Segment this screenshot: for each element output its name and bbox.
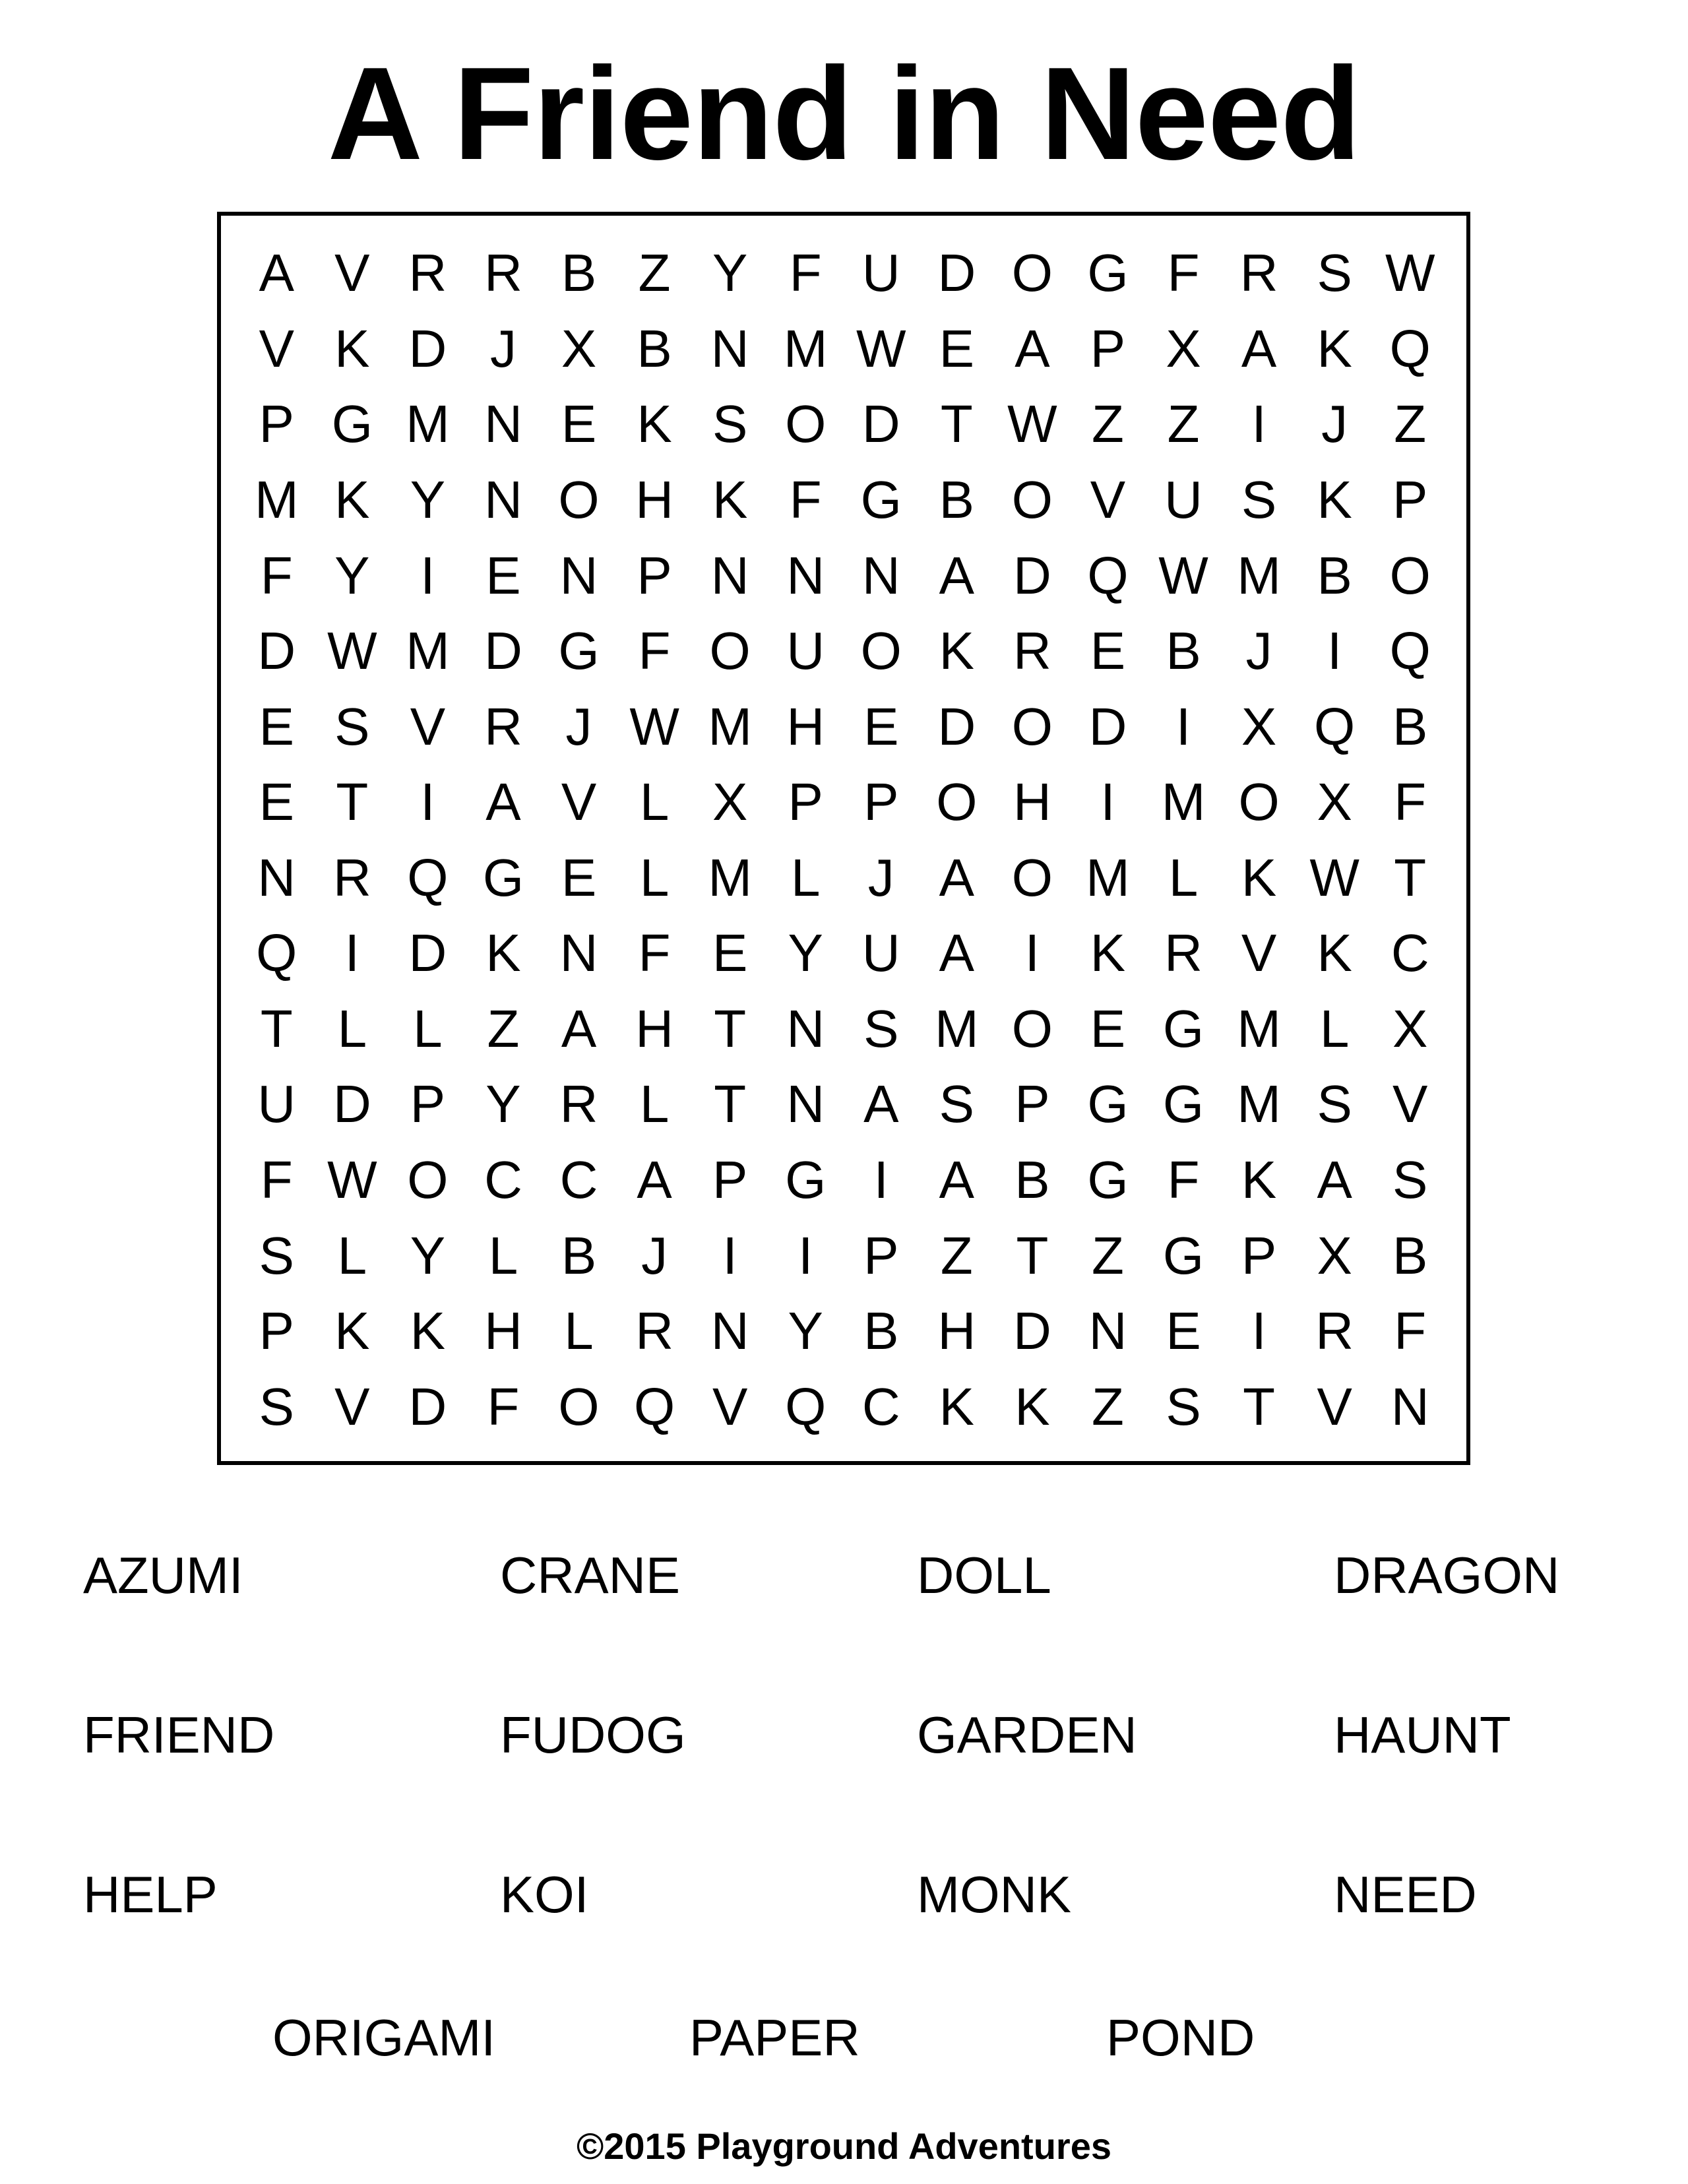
grid-letter: R xyxy=(559,1075,598,1134)
grid-letter: B xyxy=(939,470,975,529)
grid-letter: K xyxy=(1317,319,1352,378)
grid-letter: C xyxy=(484,1150,522,1210)
grid-letter: S xyxy=(259,1226,294,1285)
grid-letter: T xyxy=(1243,1377,1276,1436)
grid-letter: F xyxy=(638,923,671,983)
grid-letter: M xyxy=(708,697,752,756)
grid-letter: O xyxy=(860,621,902,681)
grid-letter: O xyxy=(1389,546,1431,605)
grid-letter: G xyxy=(482,848,524,907)
grid-letter: A xyxy=(863,1075,899,1134)
grid-letter: N xyxy=(861,546,900,605)
grid-letter: V xyxy=(712,1377,748,1436)
grid-letter: D xyxy=(861,394,900,454)
grid-letter: D xyxy=(332,1075,371,1134)
grid-letter: F xyxy=(260,546,293,605)
grid-letter: J xyxy=(565,697,592,756)
grid-letter: I xyxy=(798,1226,813,1285)
grid-letter: I xyxy=(420,546,435,605)
grid-letter: I xyxy=(1251,1301,1266,1361)
grid-letter: A xyxy=(485,772,521,832)
grid-letter: A xyxy=(561,999,597,1058)
grid-letter: M xyxy=(1237,999,1281,1058)
grid-letter: T xyxy=(260,999,293,1058)
word-bank-item: FUDOG xyxy=(500,1706,686,1764)
grid-letter: T xyxy=(1394,848,1427,907)
grid-letter: S xyxy=(1241,470,1277,529)
grid-letter: I xyxy=(1327,621,1342,681)
word-bank-item: AZUMI xyxy=(83,1546,243,1604)
grid-letter: H xyxy=(1013,772,1051,832)
word-bank-item: FRIEND xyxy=(83,1706,275,1764)
grid-letter: F xyxy=(260,1150,293,1210)
grid-letter: Q xyxy=(1314,697,1356,756)
grid-letter: K xyxy=(334,319,370,378)
grid-letter: S xyxy=(939,1075,975,1134)
grid-letter: W xyxy=(1385,243,1435,303)
grid-letter: B xyxy=(637,319,672,378)
grid-letter: L xyxy=(639,848,670,907)
grid-letter: V xyxy=(334,243,370,303)
word-bank-item: NEED xyxy=(1334,1865,1477,1923)
grid-letter: O xyxy=(785,394,827,454)
grid-letter: S xyxy=(259,1377,294,1436)
grid-letter: I xyxy=(344,923,359,983)
grid-letter: P xyxy=(1090,319,1126,378)
grid-letter: N xyxy=(257,848,296,907)
word-search-grid xyxy=(217,212,1470,1465)
grid-letter: L xyxy=(337,999,367,1058)
grid-letter: N xyxy=(1088,1301,1127,1361)
grid-letter: X xyxy=(712,772,748,832)
word-bank-item: KOI xyxy=(500,1865,589,1923)
grid-letter: K xyxy=(637,394,672,454)
grid-letter: E xyxy=(259,772,294,832)
grid-letter: T xyxy=(940,394,973,454)
grid-letter: K xyxy=(485,923,521,983)
grid-letter: A xyxy=(939,923,975,983)
grid-letter: U xyxy=(1164,470,1203,529)
grid-letter: K xyxy=(939,1377,975,1436)
grid-letter: S xyxy=(712,394,748,454)
grid-letter: L xyxy=(337,1226,367,1285)
grid-letter: V xyxy=(1392,1075,1428,1134)
grid-letter: G xyxy=(1162,1075,1204,1134)
grid-letter: M xyxy=(935,999,979,1058)
grid-letter: N xyxy=(1391,1377,1429,1436)
grid-letter: Z xyxy=(1092,1377,1124,1436)
grid-letter: B xyxy=(863,1301,899,1361)
word-bank-item: PAPER xyxy=(689,2009,860,2067)
grid-letter: P xyxy=(1241,1226,1277,1285)
grid-letter: R xyxy=(1315,1301,1354,1361)
grid-letter: X xyxy=(1166,319,1201,378)
grid-letter: O xyxy=(936,772,978,832)
grid-letter: A xyxy=(1015,319,1050,378)
grid-letter: I xyxy=(1175,697,1191,756)
grid-letter: E xyxy=(259,697,294,756)
grid-letter: Z xyxy=(1394,394,1427,454)
grid-letter: H xyxy=(635,999,673,1058)
grid-letter: I xyxy=(873,1150,889,1210)
grid-letter: P xyxy=(788,772,823,832)
grid-letter: W xyxy=(856,319,906,378)
grid-letter: D xyxy=(484,621,522,681)
word-bank-item: DRAGON xyxy=(1334,1546,1560,1604)
word-bank-item: POND xyxy=(1106,2009,1255,2067)
grid-letter: V xyxy=(1090,470,1126,529)
grid-letter: B xyxy=(1166,621,1201,681)
grid-letter: Z xyxy=(1167,394,1200,454)
grid-letter: S xyxy=(1392,1150,1428,1210)
grid-letter: A xyxy=(939,848,975,907)
grid-letter: Q xyxy=(785,1377,827,1436)
grid-letter: E xyxy=(561,394,597,454)
grid-letter: T xyxy=(714,999,747,1058)
grid-letter: B xyxy=(1392,697,1428,756)
grid-letter: F xyxy=(1167,243,1200,303)
grid-letter: D xyxy=(1013,546,1051,605)
grid-letter: Z xyxy=(1092,1226,1124,1285)
grid-letter: P xyxy=(259,394,294,454)
grid-letter: N xyxy=(559,546,598,605)
grid-letter: N xyxy=(710,319,749,378)
grid-letter: E xyxy=(1090,999,1126,1058)
grid-letter: I xyxy=(420,772,435,832)
grid-letter: S xyxy=(863,999,899,1058)
grid-letter: G xyxy=(860,470,902,529)
grid-letter: D xyxy=(1088,697,1127,756)
grid-letter: G xyxy=(1162,999,1204,1058)
grid-letter: W xyxy=(327,1150,377,1210)
grid-letter: E xyxy=(561,848,597,907)
grid-letter: Z xyxy=(487,999,520,1058)
grid-letter: O xyxy=(1238,772,1280,832)
grid-letter: O xyxy=(1011,848,1053,907)
grid-letter: D xyxy=(937,243,976,303)
grid-letter: M xyxy=(708,848,752,907)
grid-letter: K xyxy=(1090,923,1126,983)
grid-letter: U xyxy=(861,243,900,303)
grid-letter: Y xyxy=(788,923,823,983)
grid-letter: I xyxy=(1100,772,1115,832)
grid-letter: Y xyxy=(485,1075,521,1134)
grid-letter: H xyxy=(635,470,673,529)
grid-letter: H xyxy=(937,1301,976,1361)
grid-letter: W xyxy=(1158,546,1208,605)
grid-letter: Z xyxy=(940,1226,973,1285)
grid-letter: P xyxy=(410,1075,446,1134)
grid-letter: M xyxy=(1237,1075,1281,1134)
grid-letter: O xyxy=(1011,243,1053,303)
grid-letter: P xyxy=(1015,1075,1050,1134)
grid-letter: I xyxy=(722,1226,737,1285)
grid-letter: H xyxy=(484,1301,522,1361)
grid-letter: A xyxy=(1241,319,1277,378)
word-bank-item: MONK xyxy=(917,1865,1071,1923)
grid-letter: R xyxy=(1239,243,1278,303)
grid-letter: R xyxy=(1164,923,1203,983)
grid-letter: F xyxy=(1167,1150,1200,1210)
grid-letter: V xyxy=(1317,1377,1352,1436)
grid-letter: O xyxy=(1011,999,1053,1058)
word-bank-item: CRANE xyxy=(500,1546,681,1604)
grid-letter: P xyxy=(712,1150,748,1210)
grid-letter: R xyxy=(635,1301,673,1361)
grid-letter: O xyxy=(709,621,751,681)
word-bank-item: HAUNT xyxy=(1334,1706,1511,1764)
grid-letter: Q xyxy=(1389,621,1431,681)
grid-letter: D xyxy=(937,697,976,756)
grid-letter: L xyxy=(413,999,443,1058)
word-bank-item: ORIGAMI xyxy=(272,2009,496,2067)
grid-letter: K xyxy=(1015,1377,1050,1436)
grid-letter: B xyxy=(1392,1226,1428,1285)
grid-letter: Q xyxy=(1389,319,1431,378)
grid-letter: F xyxy=(1394,772,1427,832)
word-bank-item: HELP xyxy=(83,1865,218,1923)
grid-letter: E xyxy=(863,697,899,756)
grid-letter: B xyxy=(561,243,597,303)
grid-letter: Q xyxy=(633,1377,675,1436)
grid-letter: O xyxy=(558,470,600,529)
grid-letter: G xyxy=(1087,243,1129,303)
grid-letter: J xyxy=(867,848,894,907)
grid-letter: C xyxy=(559,1150,598,1210)
grid-letter: A xyxy=(939,1150,975,1210)
grid-letter: Q xyxy=(256,923,297,983)
grid-letter: R xyxy=(408,243,447,303)
grid-letter: J xyxy=(1321,394,1348,454)
grid-letter: E xyxy=(712,923,748,983)
grid-letter: D xyxy=(1013,1301,1051,1361)
grid-letter: T xyxy=(336,772,369,832)
grid-letter: A xyxy=(1317,1150,1352,1210)
grid-letter: H xyxy=(786,697,825,756)
grid-letter: C xyxy=(1391,923,1429,983)
grid-letter: G xyxy=(1087,1150,1129,1210)
grid-letter: N xyxy=(786,999,825,1058)
grid-letter: A xyxy=(939,546,975,605)
grid-letter: S xyxy=(1317,1075,1352,1134)
grid-letter: L xyxy=(1168,848,1199,907)
grid-letter: O xyxy=(558,1377,600,1436)
grid-letter: J xyxy=(489,319,516,378)
grid-letter: L xyxy=(488,1226,518,1285)
grid-letter: F xyxy=(638,621,671,681)
grid-letter: C xyxy=(861,1377,900,1436)
grid-letter: R xyxy=(1013,621,1051,681)
grid-letter: F xyxy=(789,470,822,529)
grid-letter: K xyxy=(410,1301,446,1361)
grid-letter: B xyxy=(1317,546,1352,605)
grid-letter: O xyxy=(407,1150,449,1210)
grid-letter: K xyxy=(1241,848,1277,907)
grid-letter: F xyxy=(789,243,822,303)
grid-letter: P xyxy=(863,772,899,832)
grid-letter: D xyxy=(408,1377,447,1436)
grid-letter: E xyxy=(485,546,521,605)
grid-letter: P xyxy=(637,546,672,605)
grid-letter: V xyxy=(561,772,597,832)
grid-letter: K xyxy=(1317,923,1352,983)
grid-letter: P xyxy=(1392,470,1428,529)
grid-letter: W xyxy=(1309,848,1360,907)
grid-letter: E xyxy=(939,319,975,378)
grid-letter: M xyxy=(406,621,450,681)
grid-letter: V xyxy=(259,319,294,378)
grid-letter: K xyxy=(1241,1150,1277,1210)
grid-letter: V xyxy=(410,697,446,756)
letter-grid xyxy=(239,235,1448,1445)
grid-letter: G xyxy=(1162,1226,1204,1285)
grid-letter: F xyxy=(487,1377,520,1436)
grid-letter: U xyxy=(257,1075,296,1134)
grid-letter: B xyxy=(561,1226,597,1285)
grid-letter: Y xyxy=(410,470,446,529)
grid-letter: Q xyxy=(1087,546,1129,605)
grid-letter: N xyxy=(484,394,522,454)
grid-letter: I xyxy=(1251,394,1266,454)
grid-letter: L xyxy=(1319,999,1350,1058)
grid-letter: P xyxy=(863,1226,899,1285)
grid-letter: Z xyxy=(638,243,671,303)
grid-letter: D xyxy=(257,621,296,681)
grid-letter: M xyxy=(1086,848,1130,907)
grid-letter: T xyxy=(714,1075,747,1134)
grid-letter: W xyxy=(1007,394,1057,454)
grid-letter: U xyxy=(861,923,900,983)
grid-letter: Y xyxy=(410,1226,446,1285)
grid-letter: B xyxy=(1015,1150,1050,1210)
grid-letter: A xyxy=(637,1150,672,1210)
word-bank-item: DOLL xyxy=(917,1546,1051,1604)
grid-letter: S xyxy=(1166,1377,1201,1436)
grid-letter: X xyxy=(561,319,597,378)
grid-letter: W xyxy=(327,621,377,681)
grid-letter: K xyxy=(334,470,370,529)
grid-letter: J xyxy=(1245,621,1272,681)
grid-letter: F xyxy=(1394,1301,1427,1361)
grid-letter: X xyxy=(1241,697,1277,756)
grid-letter: I xyxy=(1024,923,1040,983)
grid-letter: Y xyxy=(788,1301,823,1361)
grid-letter: V xyxy=(1241,923,1277,983)
grid-letter: G xyxy=(1087,1075,1129,1134)
grid-letter: R xyxy=(484,243,522,303)
grid-letter: E xyxy=(1090,621,1126,681)
grid-letter: O xyxy=(1011,470,1053,529)
grid-letter: D xyxy=(408,923,447,983)
grid-letter: N xyxy=(710,1301,749,1361)
grid-letter: R xyxy=(484,697,522,756)
grid-letter: M xyxy=(406,394,450,454)
grid-letter: M xyxy=(1161,772,1206,832)
grid-letter: T xyxy=(1016,1226,1049,1285)
grid-letter: G xyxy=(558,621,600,681)
copyright-footer: ©2015 Playground Adventures xyxy=(577,2125,1111,2167)
grid-letter: X xyxy=(1317,1226,1352,1285)
grid-letter: N xyxy=(559,923,598,983)
grid-letter: A xyxy=(259,243,294,303)
grid-letter: V xyxy=(334,1377,370,1436)
grid-letter: X xyxy=(1392,999,1428,1058)
grid-letter: L xyxy=(639,1075,670,1134)
grid-letter: J xyxy=(641,1226,668,1285)
grid-letter: K xyxy=(939,621,975,681)
grid-letter: R xyxy=(332,848,371,907)
grid-letter: Y xyxy=(334,546,370,605)
grid-letter: Z xyxy=(1092,394,1124,454)
grid-letter: S xyxy=(1317,243,1352,303)
grid-letter: K xyxy=(712,470,748,529)
grid-letter: N xyxy=(710,546,749,605)
page-title: A Friend in Need xyxy=(327,40,1361,187)
grid-letter: P xyxy=(259,1301,294,1361)
grid-letter: K xyxy=(1317,470,1352,529)
grid-letter: L xyxy=(564,1301,594,1361)
grid-letter: E xyxy=(1166,1301,1201,1361)
word-bank-item: GARDEN xyxy=(917,1706,1137,1764)
grid-letter: M xyxy=(254,470,299,529)
grid-letter: N xyxy=(786,546,825,605)
grid-letter: O xyxy=(1011,697,1053,756)
grid-letter: M xyxy=(783,319,828,378)
grid-letter: M xyxy=(1237,546,1281,605)
grid-letter: N xyxy=(484,470,522,529)
grid-letter: U xyxy=(786,621,825,681)
grid-letter: Y xyxy=(712,243,748,303)
grid-letter: D xyxy=(408,319,447,378)
grid-letter: N xyxy=(786,1075,825,1134)
grid-letter: G xyxy=(785,1150,827,1210)
grid-letter: G xyxy=(331,394,373,454)
grid-letter: L xyxy=(790,848,821,907)
grid-letter: Q xyxy=(407,848,449,907)
grid-letter: L xyxy=(639,772,670,832)
grid-letter: X xyxy=(1317,772,1352,832)
grid-letter: W xyxy=(629,697,679,756)
grid-letter: K xyxy=(334,1301,370,1361)
grid-letter: S xyxy=(334,697,370,756)
